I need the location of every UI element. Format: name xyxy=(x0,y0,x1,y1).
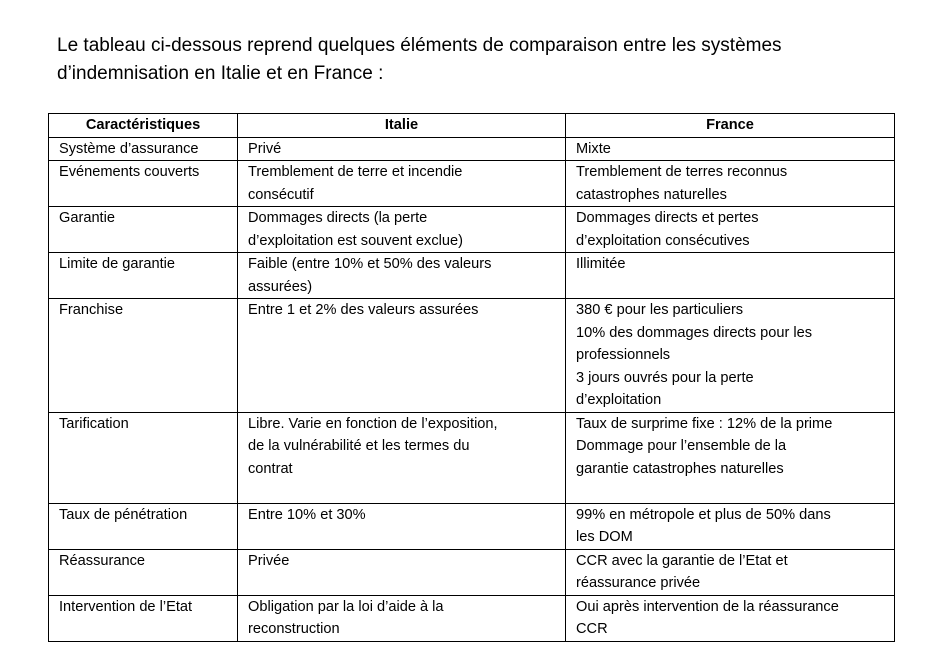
cell-line: Oui après intervention de la réassurance xyxy=(576,598,839,615)
cell-line: d’exploitation xyxy=(576,392,662,408)
cell-line: Tremblement de terre et incendie xyxy=(248,164,463,180)
table-header-row xyxy=(49,114,895,138)
table-row xyxy=(49,595,895,641)
cell-line: réassurance privée xyxy=(576,575,701,591)
cell-line: Intervention de l’Etat xyxy=(59,598,193,615)
header-caracteristiques: Caractéristiques xyxy=(49,114,238,138)
cell-line: Tarification xyxy=(59,415,129,432)
cell-caracteristique xyxy=(49,299,238,413)
header-france: France xyxy=(566,114,895,138)
cell-line: Taux de pénétration xyxy=(59,506,188,523)
cell-line: Entre 1 et 2% des valeurs assurées xyxy=(248,302,479,318)
cell-line: reconstruction xyxy=(248,621,340,637)
cell-france xyxy=(566,161,895,207)
cell-line: 3 jours ouvrés pour la perte xyxy=(576,369,754,386)
cell-line: catastrophes naturelles xyxy=(576,186,727,203)
cell-line: d’exploitation est souvent exclue) xyxy=(248,232,463,249)
cell-line: Système d’assurance xyxy=(59,140,199,157)
table-row xyxy=(49,549,895,595)
table-row xyxy=(49,299,895,413)
header-italie: Italie xyxy=(238,114,566,138)
cell-france xyxy=(566,137,895,161)
cell-line: Illimitée xyxy=(576,256,626,272)
intro-line-2: d’indemnisation en Italie et en France : xyxy=(57,63,384,84)
cell-line: CCR xyxy=(576,621,608,637)
cell-line: contrat xyxy=(248,460,293,477)
cell-line: Tremblement de terres reconnus xyxy=(576,164,788,180)
cell-line: 99% en métropole et plus de 50% dans xyxy=(576,506,831,523)
cell-line: Libre. Varie en fonction de l’exposition, xyxy=(248,415,498,432)
cell-line: professionnels xyxy=(576,347,671,363)
table-row xyxy=(49,253,895,299)
cell-italie xyxy=(238,412,566,503)
cell-caracteristique xyxy=(49,595,238,641)
cell-caracteristique xyxy=(49,253,238,299)
cell-line: Taux de surprime fixe : 12% de la prime xyxy=(576,415,833,432)
cell-line: Evénements couverts xyxy=(59,164,200,180)
cell-line: Garantie xyxy=(59,210,115,226)
cell-italie xyxy=(238,161,566,207)
cell-line: Faible (entre 10% et 50% des valeurs xyxy=(248,256,492,272)
cell-italie xyxy=(238,595,566,641)
table-row xyxy=(49,137,895,161)
cell-line: Privé xyxy=(248,140,282,157)
cell-caracteristique xyxy=(49,503,238,549)
cell-line: Obligation par la loi d’aide à la xyxy=(248,598,444,615)
cell-line: CCR avec la garantie de l’Etat et xyxy=(576,552,788,569)
comparison-table xyxy=(48,113,895,642)
cell-france xyxy=(566,549,895,595)
cell-italie xyxy=(238,207,566,253)
cell-france xyxy=(566,207,895,253)
table-row xyxy=(49,503,895,549)
cell-caracteristique xyxy=(49,137,238,161)
cell-line: Franchise xyxy=(59,302,124,318)
cell-line: 10% des dommages directs pour les xyxy=(576,324,813,341)
cell-france xyxy=(566,503,895,549)
cell-line: d’exploitation consécutives xyxy=(576,232,750,249)
cell-caracteristique xyxy=(49,549,238,595)
cell-line: consécutif xyxy=(248,186,314,203)
cell-line: Dommages directs (la perte xyxy=(248,210,428,226)
cell-italie xyxy=(238,549,566,595)
cell-line: de la vulnérabilité et les termes du xyxy=(248,438,470,454)
cell-line: Privée xyxy=(248,552,290,569)
cell-italie xyxy=(238,253,566,299)
cell-caracteristique xyxy=(49,207,238,253)
table-row xyxy=(49,161,895,207)
cell-france xyxy=(566,253,895,299)
cell-line: assurées) xyxy=(248,278,313,295)
cell-line: Mixte xyxy=(576,140,611,157)
cell-france xyxy=(566,595,895,641)
cell-italie xyxy=(238,503,566,549)
cell-line: Dommages directs et pertes xyxy=(576,210,759,226)
cell-line: Réassurance xyxy=(59,552,145,569)
cell-line: garantie catastrophes naturelles xyxy=(576,460,784,477)
intro-line-1: Le tableau ci-dessous reprend quelques éléments de comparaison entre les systèmes xyxy=(57,35,782,56)
cell-france xyxy=(566,299,895,413)
cell-italie xyxy=(238,299,566,413)
table-row xyxy=(49,412,895,503)
cell-line: Limite de garantie xyxy=(59,256,176,272)
cell-caracteristique xyxy=(49,161,238,207)
table-row xyxy=(49,207,895,253)
cell-line: 380 € pour les particuliers xyxy=(576,302,744,318)
cell-line: Entre 10% et 30% xyxy=(248,506,366,523)
intro-paragraph xyxy=(57,32,897,88)
cell-line: Dommage pour l’ensemble de la xyxy=(576,438,787,454)
cell-italie xyxy=(238,137,566,161)
cell-line: les DOM xyxy=(576,529,633,545)
cell-caracteristique xyxy=(49,412,238,503)
cell-france xyxy=(566,412,895,503)
table-body xyxy=(49,137,895,641)
